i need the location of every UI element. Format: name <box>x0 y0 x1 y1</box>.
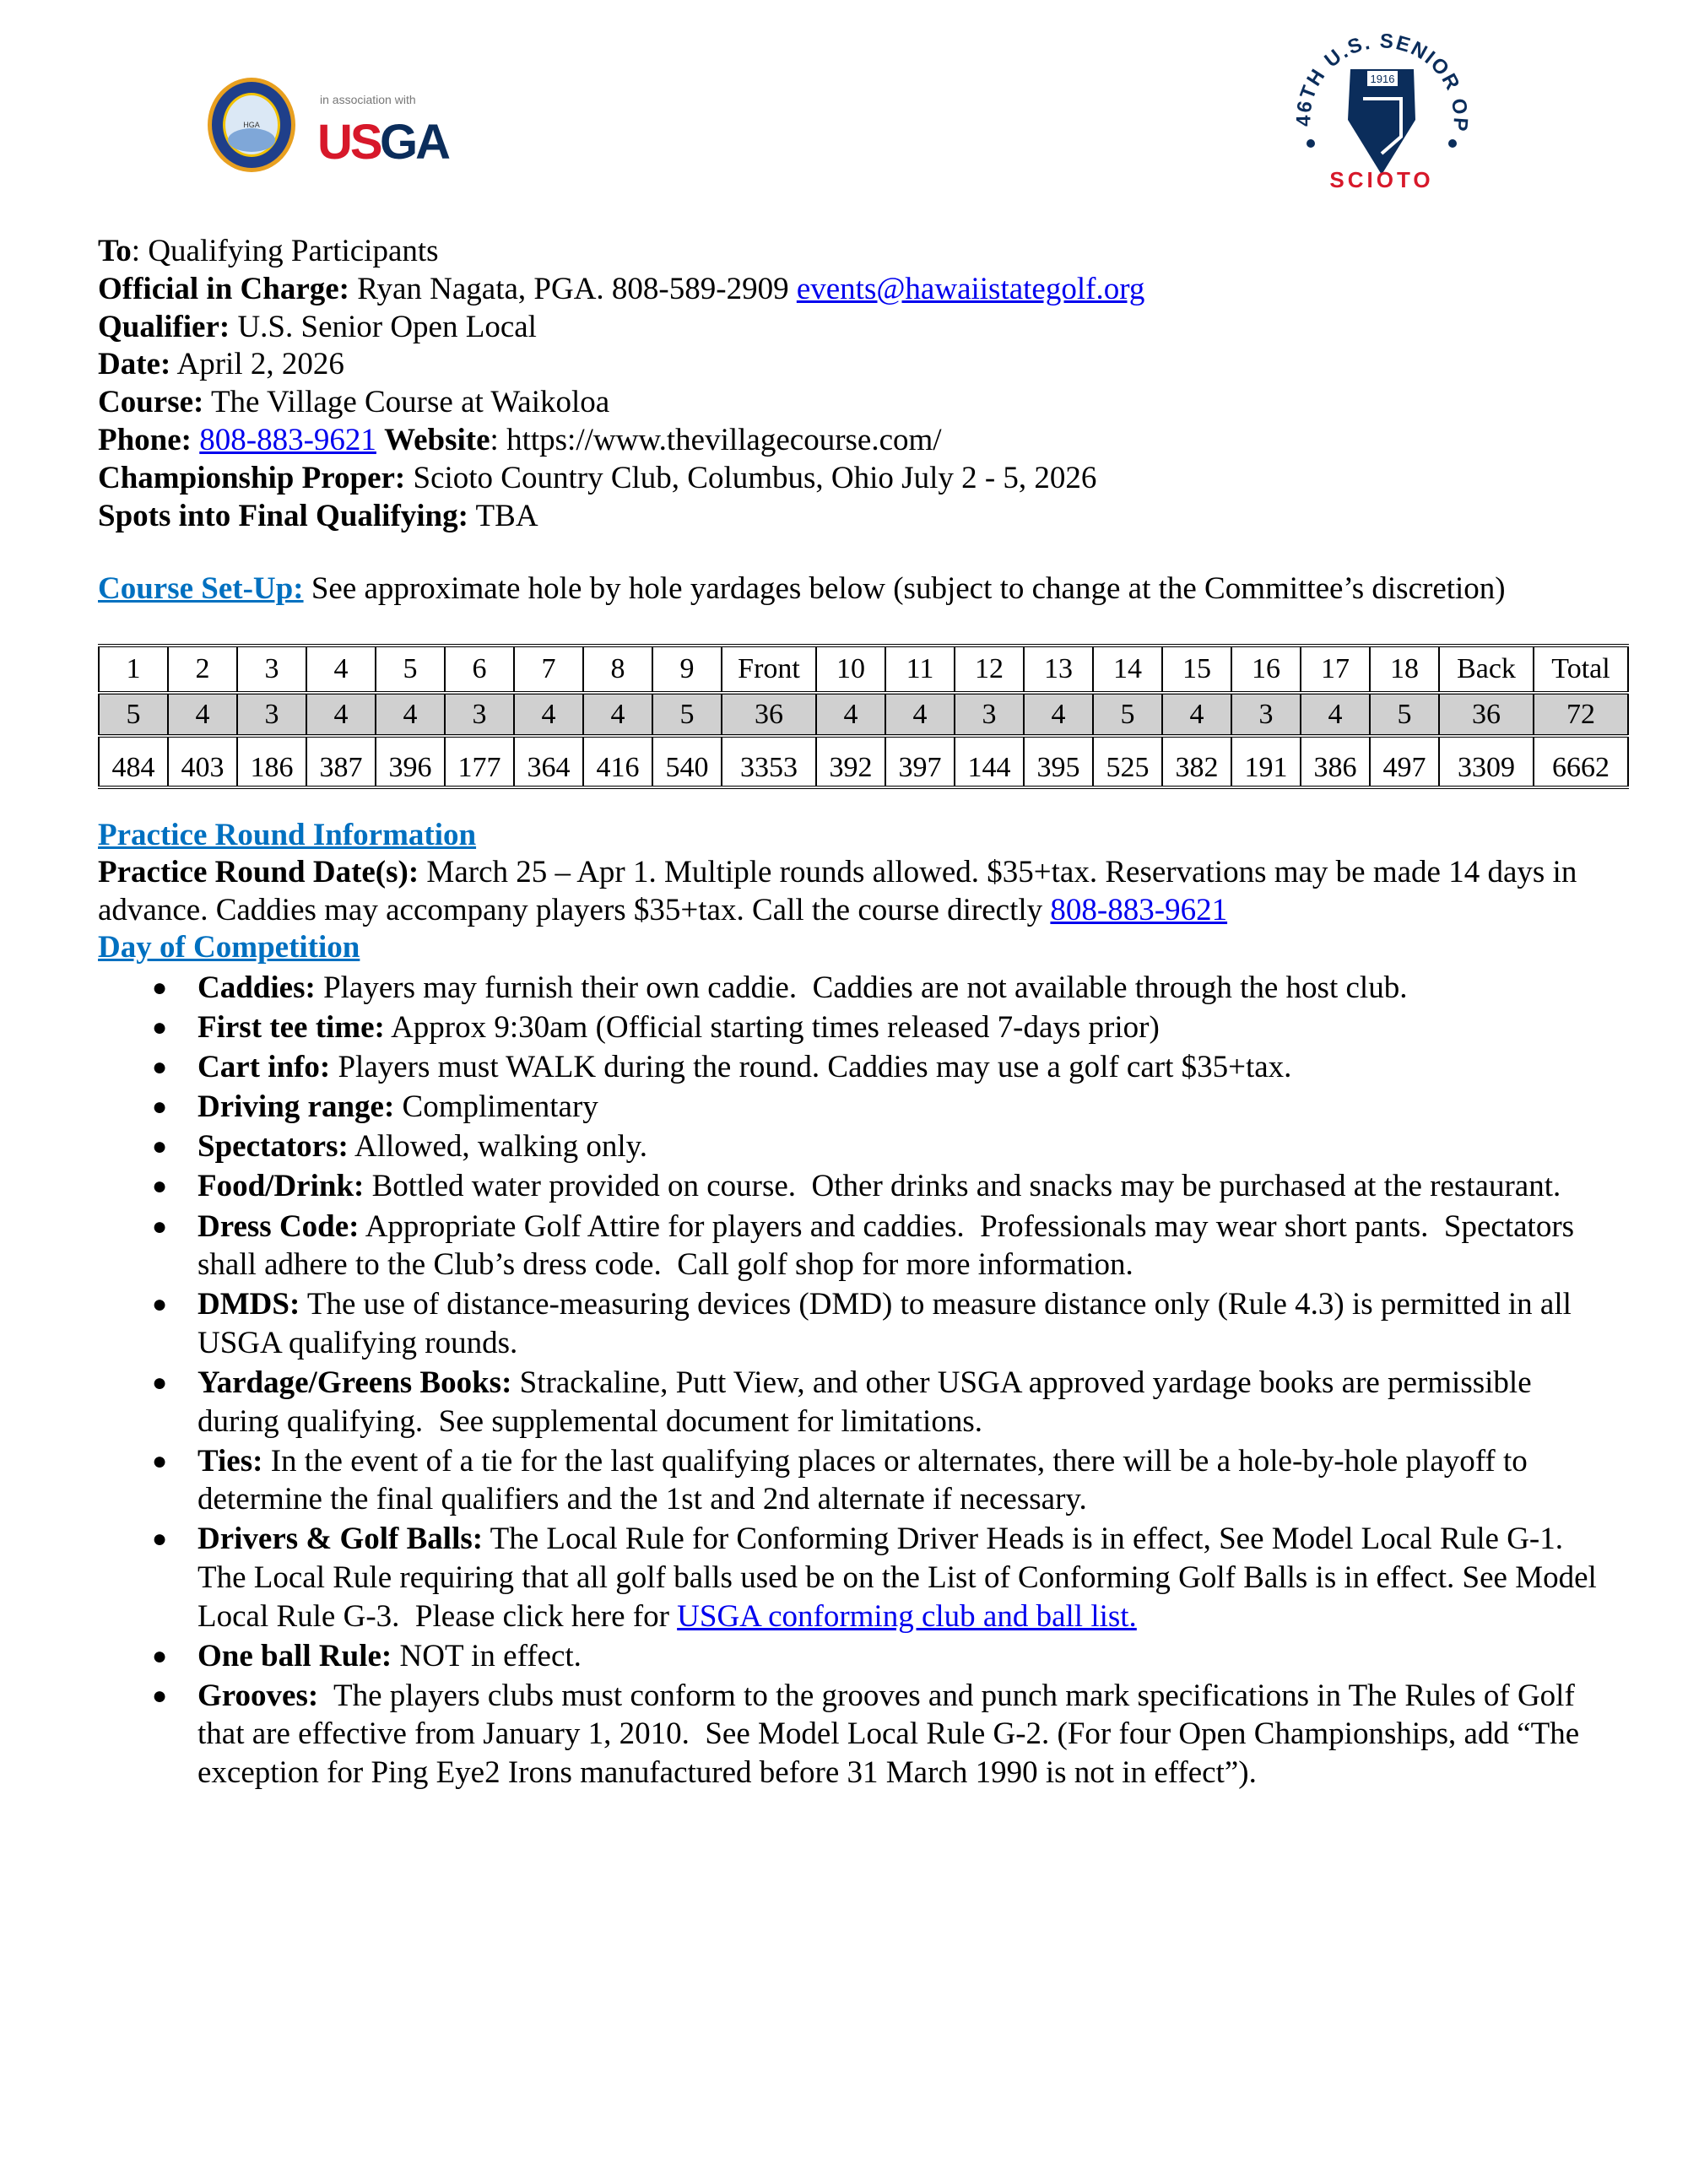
item-label: Spectators: <box>197 1129 349 1165</box>
par-cell: 4 <box>1162 693 1231 736</box>
item-text: Allowed, walking only. <box>348 1129 648 1165</box>
item-text: Appropriate Golf Attire for players and caddies. Professionals may wear short pants. Spectators shall adhere to the Club’s dress code. Call golf shop for more information. <box>197 1208 1582 1283</box>
phone-label: Phone: <box>98 422 192 457</box>
item-text: Bottled water provided on course. Other drinks and snacks may be purchased at the restaurant. <box>364 1169 1561 1204</box>
svg-text:HGA: HGA <box>243 121 260 129</box>
spots-label: Spots into Final Qualifying: <box>98 498 468 533</box>
par-cell: 5 <box>1370 693 1439 736</box>
competition-item <box>98 1520 1605 1635</box>
item-text: Complimentary <box>394 1089 598 1125</box>
hole-cell: 8 <box>583 646 652 693</box>
competition-item <box>98 1285 1600 1362</box>
yardage-cell: 396 <box>376 736 445 787</box>
competition-list <box>98 969 1605 1793</box>
practice-label: Practice Round Date(s): <box>98 855 419 890</box>
official-label: Official in Charge: <box>98 271 350 306</box>
competition-item <box>98 1442 1600 1519</box>
par-cell: 4 <box>306 693 376 736</box>
bullet-icon: ● <box>152 1212 168 1241</box>
par-cell: 5 <box>652 693 722 736</box>
competition-item <box>98 1127 1600 1166</box>
yardage-cell: 397 <box>885 736 955 787</box>
practice-phone-link[interactable]: 808-883-9621 <box>1050 892 1228 927</box>
spots-line <box>98 498 1144 536</box>
phone-line <box>98 422 1144 460</box>
hole-cell: 5 <box>376 646 445 693</box>
hga-usga-logo <box>208 74 486 176</box>
spots-value: TBA <box>468 498 538 533</box>
item-text: Approx 9:30am (Official starting times released 7-days prior) <box>384 1010 1160 1046</box>
item-label: Drivers & Golf Balls: <box>197 1522 484 1557</box>
svg-text:1916: 1916 <box>1370 73 1395 85</box>
course-label: Course: <box>98 385 204 420</box>
bullet-icon: ● <box>152 1525 168 1554</box>
competition-item <box>98 1677 1600 1792</box>
bullet-icon: ● <box>152 1093 168 1122</box>
practice-text: March 25 – Apr 1. Multiple rounds allowed. $35+tax. Reservations may be made 14 days in advance. Caddies may accompany players $35+tax. Call the course directly <box>98 855 1577 927</box>
to-line <box>98 233 1144 271</box>
item-text: Strackaline, Putt View, and other USGA approved yardage books are permissible during qualifying. See supplemental document for limitations. <box>197 1365 1539 1439</box>
yardage-cell: 395 <box>1024 736 1093 787</box>
competition-item <box>98 1048 1600 1087</box>
hole-cell: 14 <box>1093 646 1162 693</box>
yardage-cell: 3309 <box>1439 736 1534 787</box>
yardage-cell: 484 <box>99 736 168 787</box>
hole-cell: 11 <box>885 646 955 693</box>
par-row <box>99 693 1628 736</box>
yardage-cell: 525 <box>1093 736 1162 787</box>
item-label: One ball Rule: <box>197 1638 392 1673</box>
par-cell: 4 <box>1301 693 1370 736</box>
qualifier-value: U.S. Senior Open Local <box>230 309 537 344</box>
par-cell: 36 <box>722 693 816 736</box>
yardage-cell: 191 <box>1231 736 1301 787</box>
date-line <box>98 346 1144 384</box>
scorecard-table <box>98 644 1629 789</box>
par-cell: 4 <box>1024 693 1093 736</box>
course-line <box>98 384 1144 422</box>
hole-cell: 18 <box>1370 646 1439 693</box>
qualifier-line <box>98 309 1144 347</box>
bullet-icon: ● <box>152 1368 168 1397</box>
to-label: To <box>98 234 132 268</box>
item-label: DMDS: <box>197 1287 300 1322</box>
association-text: in association with <box>320 93 416 106</box>
bullet-icon: ● <box>152 1641 168 1670</box>
bullet-icon: ● <box>152 1172 168 1201</box>
hole-cell: 7 <box>514 646 583 693</box>
header-info <box>98 233 1144 535</box>
date-value: April 2, 2026 <box>170 347 344 382</box>
yardage-cell: 364 <box>514 736 583 787</box>
hole-cell: Front <box>722 646 816 693</box>
competition-item <box>98 1364 1600 1441</box>
bullet-icon: ● <box>152 1014 168 1042</box>
item-text: The use of distance-measuring devices (DMD) to measure distance only (Rule 4.3) is permitted in all USGA qualifying rounds. <box>197 1287 1580 1360</box>
website-value: : https://www.thevillagecourse.com/ <box>490 422 942 457</box>
conforming-list-link[interactable]: USGA conforming club and ball list. <box>677 1598 1137 1634</box>
hole-cell: Back <box>1439 646 1534 693</box>
bullet-icon: ● <box>152 1681 168 1710</box>
bullet-icon: ● <box>152 1290 168 1319</box>
par-cell: 4 <box>168 693 237 736</box>
holes-row <box>99 646 1628 693</box>
hole-cell: 1 <box>99 646 168 693</box>
yardage-cell: 497 <box>1370 736 1439 787</box>
hole-cell: 13 <box>1024 646 1093 693</box>
hole-cell: 12 <box>955 646 1024 693</box>
yardage-cell: 416 <box>583 736 652 787</box>
par-cell: 3 <box>445 693 514 736</box>
par-cell: 4 <box>885 693 955 736</box>
bullet-icon: ● <box>152 1133 168 1161</box>
phone-link[interactable]: 808-883-9621 <box>199 422 376 457</box>
competition-item <box>98 1208 1600 1284</box>
hole-cell: 3 <box>237 646 306 693</box>
date-label: Date: <box>98 347 171 382</box>
hole-cell: 6 <box>445 646 514 693</box>
yardage-cell: 392 <box>816 736 885 787</box>
svg-text:GA: GA <box>380 115 448 170</box>
par-cell: 4 <box>514 693 583 736</box>
par-cell: 4 <box>583 693 652 736</box>
practice-section <box>98 817 1600 967</box>
championship-line <box>98 460 1144 498</box>
hole-cell: 16 <box>1231 646 1301 693</box>
course-value: The Village Course at Waikoloa <box>203 385 610 420</box>
item-text: Players may furnish their own caddie. Caddies are not available through the host club. <box>315 970 1408 1005</box>
yardage-row <box>99 736 1628 787</box>
par-cell: 5 <box>1093 693 1162 736</box>
competition-item <box>98 969 1600 1008</box>
competition-item <box>98 1167 1600 1206</box>
competition-item <box>98 1008 1600 1047</box>
item-label: First tee time: <box>197 1010 385 1046</box>
official-value: Ryan Nagata, PGA. 808-589-2909 <box>349 271 797 306</box>
yardage-cell: 144 <box>955 736 1024 787</box>
yardage-cell: 382 <box>1162 736 1231 787</box>
yardage-cell: 386 <box>1301 736 1370 787</box>
item-label: Ties: <box>197 1443 263 1479</box>
item-text: Players must WALK during the round. Caddies may use a golf cart $35+tax. <box>330 1050 1292 1085</box>
hole-cell: 2 <box>168 646 237 693</box>
website-label: Website <box>384 422 490 457</box>
email-link[interactable]: events@hawaiistategolf.org <box>796 271 1145 306</box>
yardage-cell: 186 <box>237 736 306 787</box>
item-label: Yardage/Greens Books: <box>197 1365 512 1400</box>
item-text: The Local Rule for Conforming Driver Heads is in effect, See Model Local Rule G-1. The Local Rule requiring that all golf balls used be on the List of Conforming Golf Balls is in effect. See Model Local Rule G-3. Please click here for <box>197 1522 1605 1634</box>
item-label: Food/Drink: <box>197 1169 365 1204</box>
practice-paragraph <box>98 854 1600 929</box>
item-text: In the event of a tie for the last qualifying places or alternates, there will be a hole-by-hole playoff to determine the final qualifiers and the 1st and 2nd alternate if necessary. <box>197 1443 1535 1517</box>
par-cell: 3 <box>955 693 1024 736</box>
item-label: Cart info: <box>197 1050 331 1085</box>
hole-cell: 17 <box>1301 646 1370 693</box>
par-cell: 3 <box>1231 693 1301 736</box>
item-label: Caddies: <box>197 970 316 1005</box>
hole-cell: 4 <box>306 646 376 693</box>
yardage-cell: 3353 <box>722 736 816 787</box>
svg-text:US: US <box>317 115 381 170</box>
item-label: Dress Code: <box>197 1208 360 1244</box>
course-setup-heading[interactable]: Course Set-Up: <box>98 571 304 606</box>
hole-cell: 10 <box>816 646 885 693</box>
svg-text:SCIOTO: SCIOTO <box>1329 167 1434 192</box>
item-text: The players clubs must conform to the grooves and punch mark specifications in The Rules of Golf that are effective from January 1, 2010. See Model Local Rule G-2. (For four Open Championships, add “The exception for Ping Eye2 Irons manufactured before 31 March 1990 is not in effect”). <box>197 1678 1588 1790</box>
yardage-cell: 177 <box>445 736 514 787</box>
par-cell: 4 <box>816 693 885 736</box>
competition-item <box>98 1088 1600 1127</box>
competition-item <box>98 1637 1600 1676</box>
item-label: Grooves: <box>197 1678 319 1713</box>
hole-cell: 9 <box>652 646 722 693</box>
us-senior-open-logo <box>1287 19 1477 196</box>
item-text: NOT in effect. <box>392 1638 582 1673</box>
course-setup-text: See approximate hole by hole yardages below (subject to change at the Committee’s discretion) <box>303 571 1506 606</box>
yardage-cell: 387 <box>306 736 376 787</box>
svg-text:46TH U.S. SENIOR OPEN: 46TH U.S. SENIOR OP <box>1292 30 1472 134</box>
practice-heading[interactable]: Practice Round Information <box>98 818 477 852</box>
par-cell: 36 <box>1439 693 1534 736</box>
qualifier-label: Qualifier: <box>98 309 230 344</box>
par-cell: 72 <box>1534 693 1628 736</box>
course-setup <box>98 570 1617 608</box>
hole-cell: 15 <box>1162 646 1231 693</box>
par-cell: 5 <box>99 693 168 736</box>
item-label: Driving range: <box>197 1089 395 1125</box>
bullet-icon: ● <box>152 1446 168 1475</box>
to-value: : Qualifying Participants <box>131 234 439 268</box>
yardage-cell: 403 <box>168 736 237 787</box>
yardage-cell: 6662 <box>1534 736 1628 787</box>
bullet-icon: ● <box>152 1053 168 1082</box>
official-line <box>98 271 1144 309</box>
bullet-icon: ● <box>152 974 168 1002</box>
championship-value: Scioto Country Club, Columbus, Ohio July 2 - 5, 2026 <box>405 460 1097 495</box>
competition-heading[interactable]: Day of Competition <box>98 930 360 965</box>
par-cell: 3 <box>237 693 306 736</box>
hole-cell: Total <box>1534 646 1628 693</box>
yardage-cell: 540 <box>652 736 722 787</box>
championship-label: Championship Proper: <box>98 460 406 495</box>
par-cell: 4 <box>376 693 445 736</box>
